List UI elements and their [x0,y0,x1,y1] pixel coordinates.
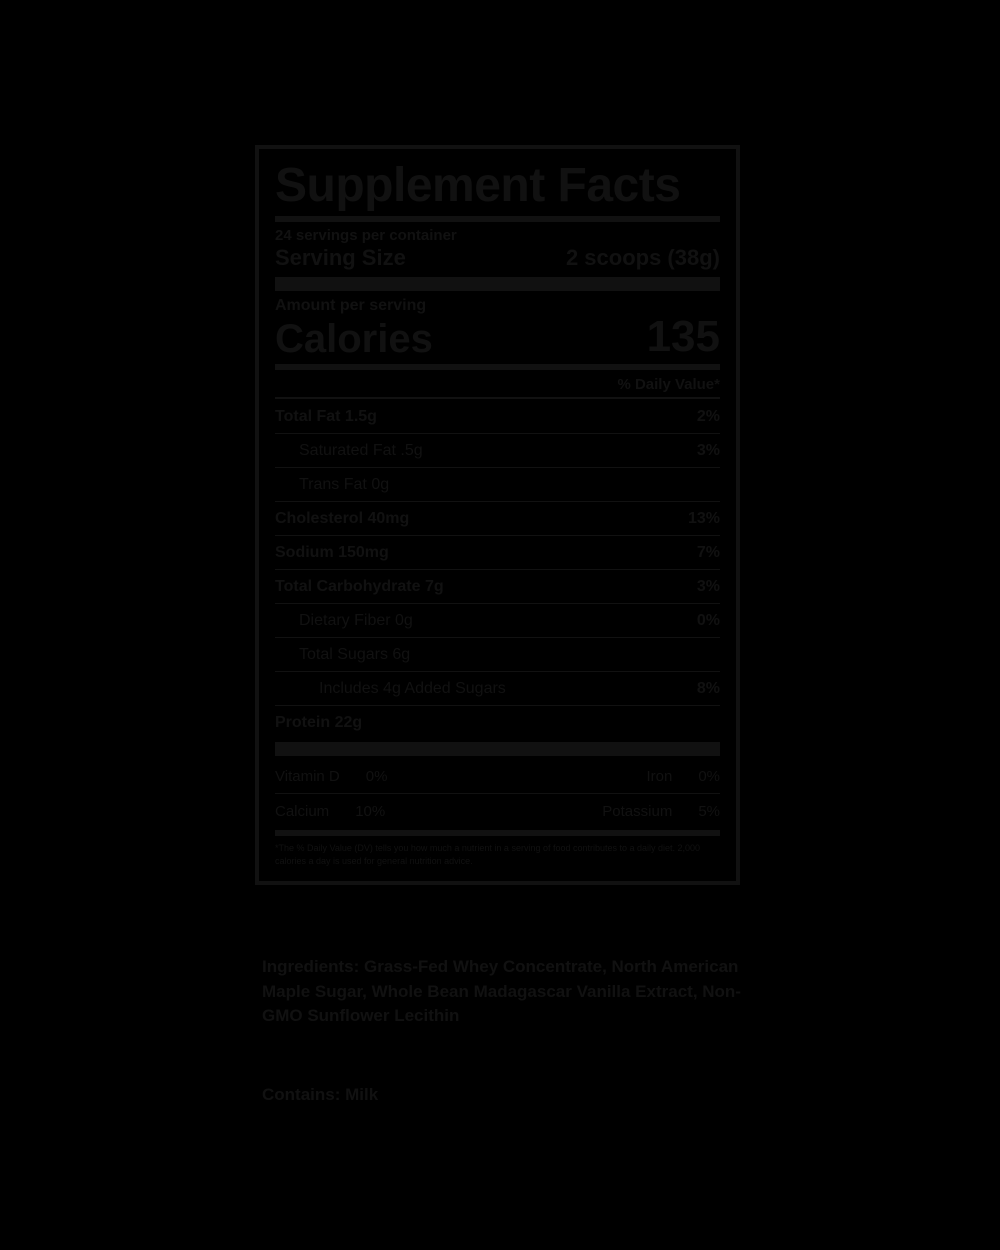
nutrient-name: Includes 4g Added Sugars [319,680,506,698]
vitamin-left [275,768,387,785]
ingredients-text: Ingredients: Grass-Fed Whey Concentrate, North American Maple Sugar, Whole Bean Madagascar Vanilla Extract, Non-GMO Sunflower Lecithin [262,957,741,1026]
nutrient-dv: 7% [696,544,720,562]
nutrient-dv: 0% [696,612,720,630]
divider-calories [275,364,720,370]
vitamin-value: 0% [365,768,388,786]
vitamin-name: Potassium [602,803,673,821]
nutrient-name: Total Fat 1.5g [275,408,377,426]
vitamin-row [275,762,720,790]
nutrient-row [275,573,720,600]
supplement-facts-panel [255,145,740,885]
daily-value-footnote: *The % Daily Value (DV) tells you how much a nutrient in a serving of food contributes to a daily diet. 2,000 calories a day is used for general nutrition advice. [275,843,701,866]
nutrient-dv: 8% [696,680,720,698]
vitamin-value: 10% [355,803,386,821]
divider [275,501,720,502]
nutrient-name: Sodium 150mg [275,544,389,562]
vitamin-name: Iron [646,768,673,786]
vitamin-value: 0% [698,768,720,786]
amount-per-serving-label: Amount per serving [275,297,427,315]
divider [275,603,720,604]
servings-per-container: 24 servings per container [275,227,457,245]
nutrient-row [275,675,720,702]
divider-vitamins-top [275,742,720,756]
vitamin-value: 5% [698,803,720,821]
nutrient-name: Saturated Fat .5g [299,442,423,460]
divider-dv [275,397,720,399]
divider-serving [275,277,720,291]
daily-value-header: % Daily Value* [617,376,720,394]
nutrient-row [275,403,720,430]
nutrient-row [275,505,720,532]
divider-title [275,216,720,222]
divider-footnote [275,830,720,836]
calories-value: 135 [646,312,720,362]
nutrient-name: Trans Fat 0g [299,476,390,494]
nutrient-name: Dietary Fiber 0g [299,612,413,630]
nutrient-name: Total Carbohydrate 7g [275,578,444,596]
nutrient-name: Cholesterol 40mg [275,510,410,528]
calories-row [275,312,720,362]
nutrient-row [275,641,720,668]
nutrient-dv: 13% [687,510,720,528]
serving-size-value: 2 scoops (38g) [565,245,720,271]
divider [275,705,720,706]
vitamin-right [602,803,720,820]
nutrient-dv: 3% [696,578,720,596]
divider [275,467,720,468]
nutrient-dv: 2% [696,408,720,426]
nutrient-row [275,539,720,566]
divider [275,433,720,434]
divider [275,535,720,536]
nutrient-row [275,471,720,498]
nutrient-dv: 3% [696,442,720,460]
serving-size-label: Serving Size [275,245,406,271]
nutrient-name: Protein 22g [275,714,363,732]
vitamin-name: Calcium [275,803,330,821]
calories-label: Calories [275,317,433,362]
vitamin-name: Vitamin D [275,768,340,786]
nutrient-row [275,437,720,464]
divider [275,637,720,638]
nutrient-row [275,607,720,634]
vitamin-left [275,803,385,820]
vitamin-row [275,797,720,825]
divider [275,793,720,794]
vitamin-right [646,768,720,785]
serving-size-row [275,245,720,271]
panel-title: Supplement Facts [275,159,681,212]
nutrient-row [275,709,720,736]
contains-allergen-text: Contains: Milk [262,1085,379,1104]
divider [275,671,720,672]
divider [275,569,720,570]
nutrient-name: Total Sugars 6g [299,646,411,664]
